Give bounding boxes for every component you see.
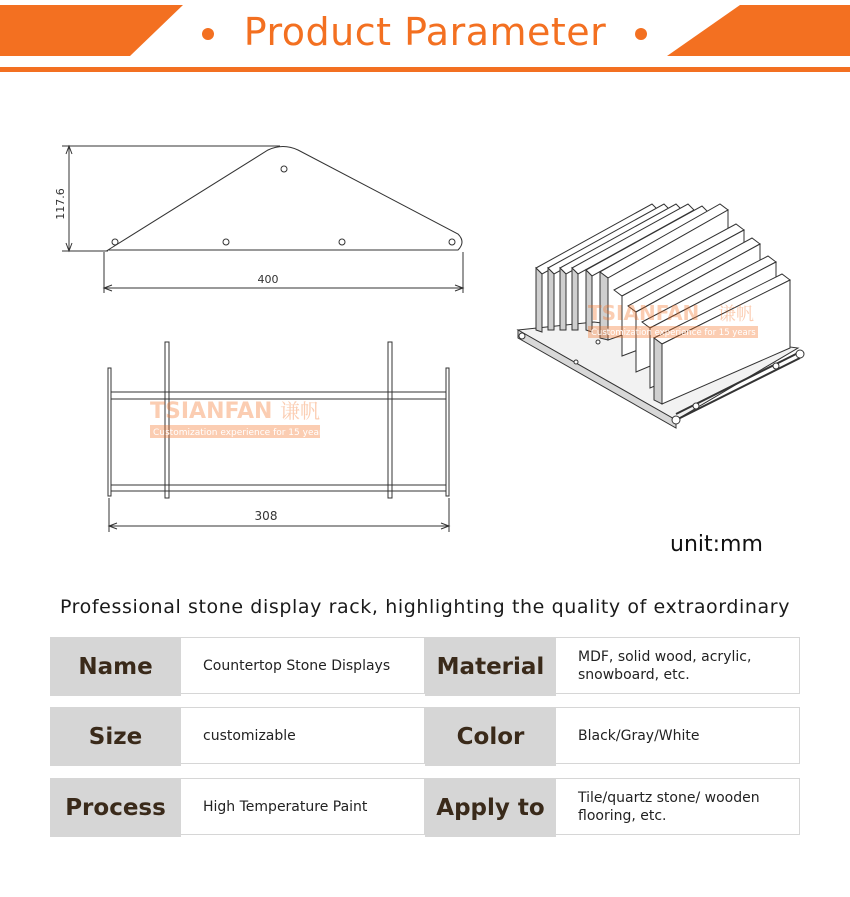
header-banner	[0, 0, 850, 75]
side-height-label: 117.6	[54, 188, 67, 220]
side-view-drawing	[62, 146, 463, 293]
param-label: Color	[425, 707, 556, 766]
watermark-brand-cn-render: 谦帆	[718, 304, 754, 325]
param-label: Process	[50, 778, 181, 837]
param-value: MDF, solid wood, acrylic, snowboard, etc.	[556, 637, 800, 694]
watermark-slogan-render: Customization experience for 15 years	[591, 328, 756, 338]
param-value: customizable	[181, 707, 425, 764]
param-label: Apply to	[425, 778, 556, 837]
param-row	[50, 778, 800, 837]
tagline: Professional stone display rack, highlighting the quality of extraordinary	[59, 596, 791, 618]
unit-label: unit:mm	[670, 532, 763, 557]
watermark-slogan: Customization experience for 15 years	[153, 428, 328, 438]
technical-drawings	[0, 110, 850, 570]
param-label: Material	[425, 637, 556, 696]
title-bullet-right	[635, 28, 647, 40]
param-value: Countertop Stone Displays	[181, 637, 425, 694]
param-row	[50, 637, 800, 696]
param-value: Tile/quartz stone/ wooden flooring, etc.	[556, 778, 800, 835]
param-value: Black/Gray/White	[556, 707, 800, 764]
watermark-brand-cn: 谦帆	[280, 399, 320, 423]
param-row	[50, 707, 800, 766]
param-label: Size	[50, 707, 181, 766]
watermark-brand: TSIANFAN	[150, 399, 273, 424]
side-width-label: 400	[257, 273, 279, 286]
param-label: Name	[50, 637, 181, 696]
param-value: High Temperature Paint	[181, 778, 425, 835]
watermark-brand-render: TSIANFAN	[588, 301, 700, 325]
page-title: Product Parameter	[243, 10, 607, 54]
top-width-label: 308	[254, 509, 278, 523]
